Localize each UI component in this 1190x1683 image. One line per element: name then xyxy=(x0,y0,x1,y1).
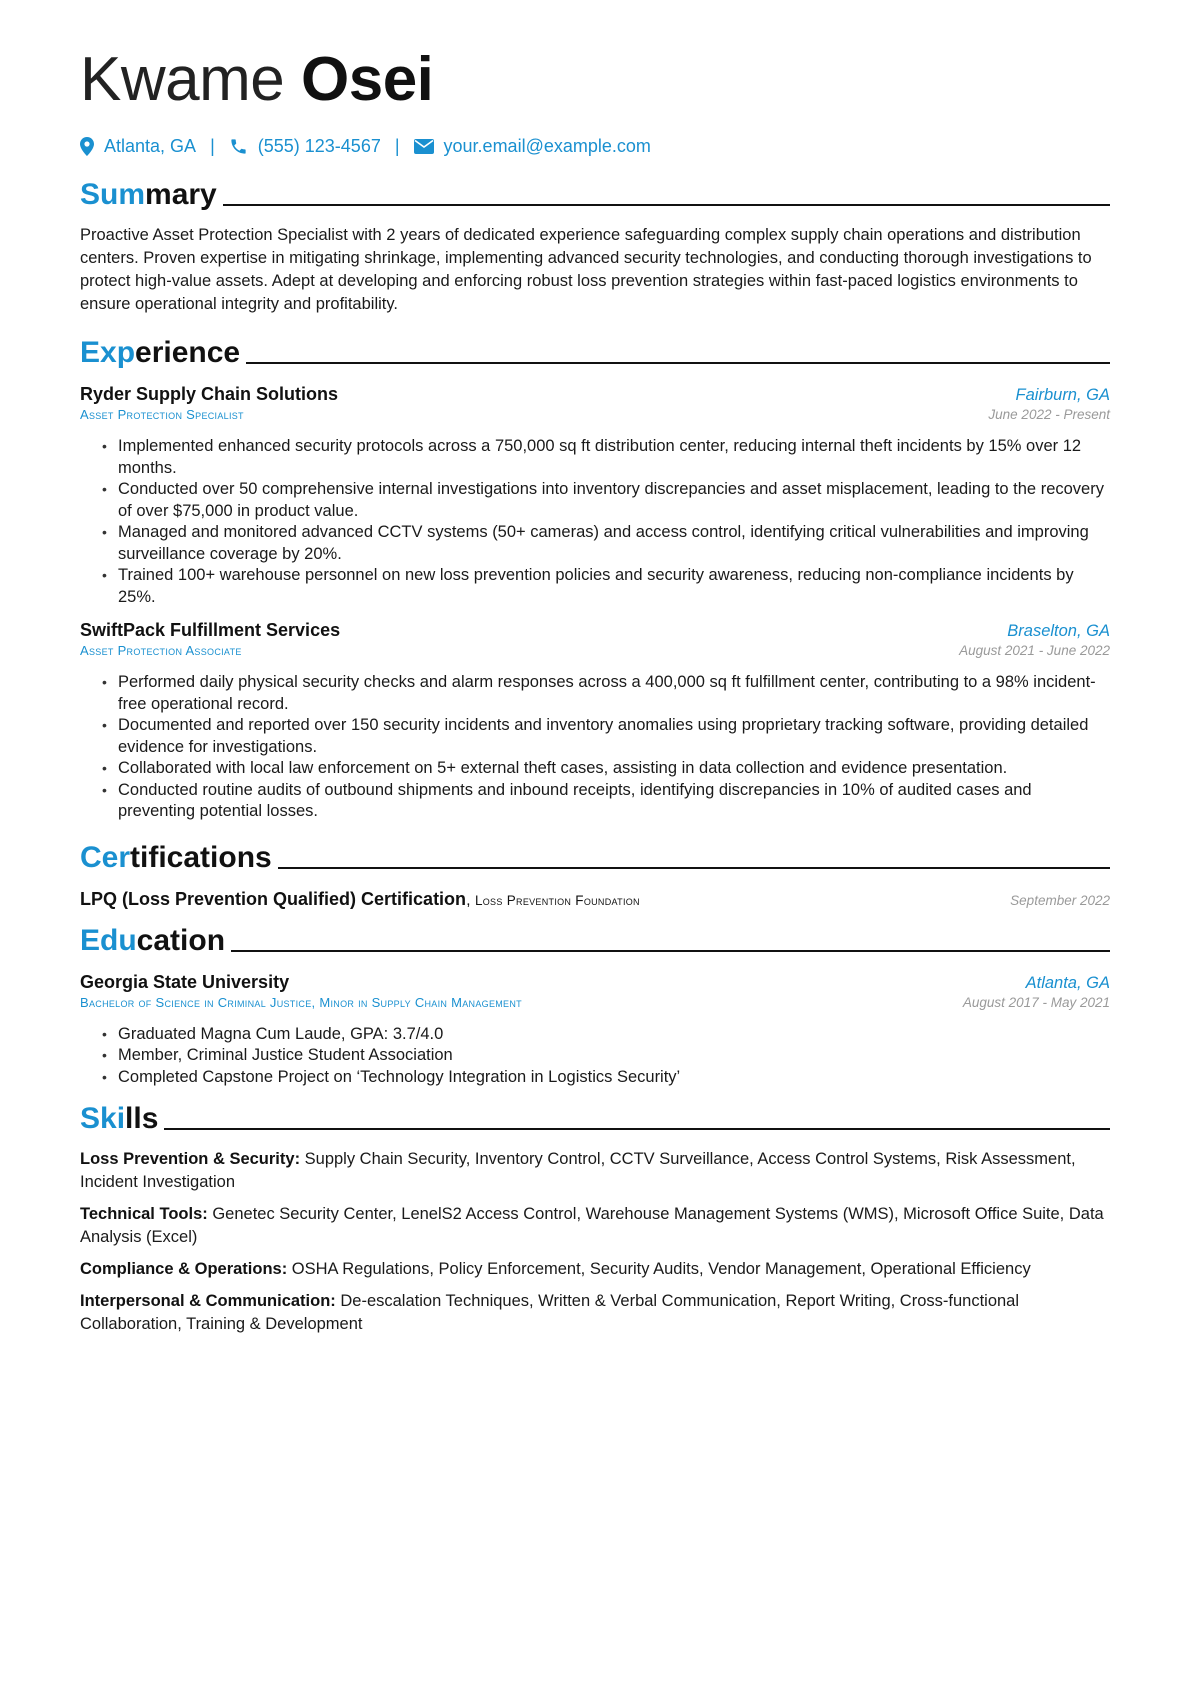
section-title xyxy=(80,1102,158,1136)
job-title: Asset Protection Associate xyxy=(80,643,242,658)
section-rule xyxy=(231,950,1110,952)
list-item: • Collaborated with local law enforcement on 5+ external theft cases, assisting in data collection and evidence presentation. xyxy=(118,758,1110,780)
skill-label: Loss Prevention & Security: xyxy=(80,1150,301,1168)
map-pin-icon xyxy=(80,137,94,156)
phone-text: (555) 123-4567 xyxy=(257,135,381,156)
skill-list: De-escalation Techniques, Written & Verbal Communication, Report Writing, Cross-functional Collaboration, Training & Development xyxy=(80,1292,1020,1333)
section-education-heading xyxy=(80,920,1110,958)
contact-separator: | xyxy=(394,135,400,156)
section-title xyxy=(80,841,272,875)
list-item: • Managed and monitored advanced CCTV systems (50+ cameras) and access control, identifying critical vulnerabilities and improving surveillance coverage by 20%. xyxy=(118,522,1110,565)
phone-icon xyxy=(229,137,248,156)
title-rest: mary xyxy=(145,178,217,211)
skill-label: Interpersonal & Communication: xyxy=(80,1292,336,1310)
location-text: Atlanta, GA xyxy=(104,135,197,156)
candidate-name xyxy=(80,44,1110,116)
section-title xyxy=(80,336,240,370)
envelope-icon xyxy=(414,139,434,154)
company-name: SwiftPack Fulfillment Services xyxy=(80,620,341,640)
contact-location xyxy=(80,136,196,157)
list-item: • Completed Capstone Project on ‘Technology Integration in Logistics Security’ xyxy=(118,1067,1110,1089)
contact-phone[interactable] xyxy=(229,136,381,157)
section-certifications-heading xyxy=(80,837,1110,875)
education-bullets xyxy=(80,1024,1110,1089)
certification-issuer: Loss Prevention Foundation xyxy=(474,892,640,908)
contact-separator: | xyxy=(210,135,215,156)
skill-group xyxy=(80,1148,1110,1194)
skill-list: Genetec Security Center, LenelS2 Access Control, Warehouse Management Systems (WMS), Microsoft Office Suite, Data Analysis (Excel) xyxy=(80,1205,1104,1246)
school-location: Atlanta, GA xyxy=(1025,973,1110,992)
section-rule xyxy=(223,204,1110,206)
list-item: • Member, Criminal Justice Student Association xyxy=(118,1045,1110,1067)
skill-list: OSHA Regulations, Policy Enforcement, Security Audits, Vendor Management, Operational Efficiency xyxy=(287,1260,1031,1278)
last-name: Osei xyxy=(300,45,434,114)
list-item: • Documented and reported over 150 security incidents and inventory anomalies using proprietary tracking software, providing detailed evidence for investigations. xyxy=(118,715,1110,758)
title-rest: lls xyxy=(125,1102,159,1135)
skill-group xyxy=(80,1290,1110,1336)
job-bullets xyxy=(80,436,1110,608)
company-name: Ryder Supply Chain Solutions xyxy=(80,384,339,404)
list-item: • Conducted over 50 comprehensive internal investigations into inventory discrepancies and asset misplacement, leading to the recovery of over $75,000 in product value. xyxy=(118,479,1110,522)
section-rule xyxy=(164,1128,1110,1130)
job-bullets xyxy=(80,672,1110,823)
list-item: • Performed daily physical security checks and alarm responses across a 400,000 sq ft fulfillment center, contributing to a 98% incident-free operational record. xyxy=(118,672,1110,715)
job-location: Fairburn, GA xyxy=(1015,386,1110,404)
list-item: • Trained 100+ warehouse personnel on new loss prevention policies and security awareness, reducing non-compliance incidents by 25%. xyxy=(118,565,1110,608)
title-accent: Ski xyxy=(80,1102,126,1135)
title-rest: tifications xyxy=(130,840,272,874)
section-skills-heading xyxy=(80,1098,1110,1136)
title-rest: cation xyxy=(136,923,226,957)
section-experience-heading xyxy=(80,332,1110,370)
school-name: Georgia State University xyxy=(80,971,290,992)
education-dates: August 2017 - May 2021 xyxy=(962,994,1110,1010)
title-rest: erience xyxy=(135,336,241,369)
title-accent: Sum xyxy=(80,178,146,211)
job-dates: August 2021 - June 2022 xyxy=(959,643,1110,658)
job-title: Asset Protection Specialist xyxy=(80,407,244,422)
first-name: Kwame xyxy=(80,45,285,114)
job-entry xyxy=(80,384,1110,608)
section-summary-heading xyxy=(80,174,1110,212)
contact-bar xyxy=(80,132,1110,160)
list-item: • Conducted routine audits of outbound shipments and inbound receipts, identifying discrepancies in 10% of audited cases and preventing potential losses. xyxy=(118,780,1110,823)
list-item: • Implemented enhanced security protocols across a 750,000 sq ft distribution center, reducing internal theft incidents by 15% over 12 months. xyxy=(118,436,1110,479)
degree: Bachelor of Science in Criminal Justice, Minor in Supply Chain Management xyxy=(80,994,522,1010)
summary-text: Proactive Asset Protection Specialist with 2 years of dedicated experience safeguarding complex supply chain operations and distribution centers. Proven expertise in mitigating shrinkage, implementing advanced security technologies, and conducting thorough investigations to protect high-value assets. Adept at developing and enforcing robust loss prevention strategies within fast-paced logistics environments to ensure operational integrity and profitability. xyxy=(80,226,1092,313)
section-title xyxy=(80,924,225,958)
certification-separator: , xyxy=(466,891,475,909)
section-title xyxy=(80,178,217,212)
skill-list: Supply Chain Security, Inventory Control, CCTV Surveillance, Access Control Systems, Risk Assessment, Incident Investigation xyxy=(80,1150,1076,1191)
contact-email[interactable] xyxy=(414,136,651,157)
title-accent: Exp xyxy=(80,336,136,369)
job-entry xyxy=(80,620,1110,823)
skill-group xyxy=(80,1203,1110,1249)
email-link[interactable]: your.email@example.com xyxy=(443,135,651,156)
skill-label: Technical Tools: xyxy=(80,1205,208,1223)
certification-entry xyxy=(80,889,1110,910)
education-entry xyxy=(80,972,1110,1089)
title-accent: Cer xyxy=(80,840,131,874)
certification-name: LPQ (Loss Prevention Qualified) Certification xyxy=(80,888,467,909)
section-rule xyxy=(246,362,1110,364)
job-dates: June 2022 - Present xyxy=(988,407,1110,422)
certification-date: September 2022 xyxy=(1010,892,1110,908)
skill-group xyxy=(80,1258,1110,1281)
job-location: Braselton, GA xyxy=(1007,622,1110,640)
skill-label: Compliance & Operations: xyxy=(80,1260,288,1278)
list-item: • Graduated Magna Cum Laude, GPA: 3.7/4.0 xyxy=(118,1024,1110,1046)
title-accent: Edu xyxy=(80,923,137,957)
section-rule xyxy=(278,867,1110,869)
